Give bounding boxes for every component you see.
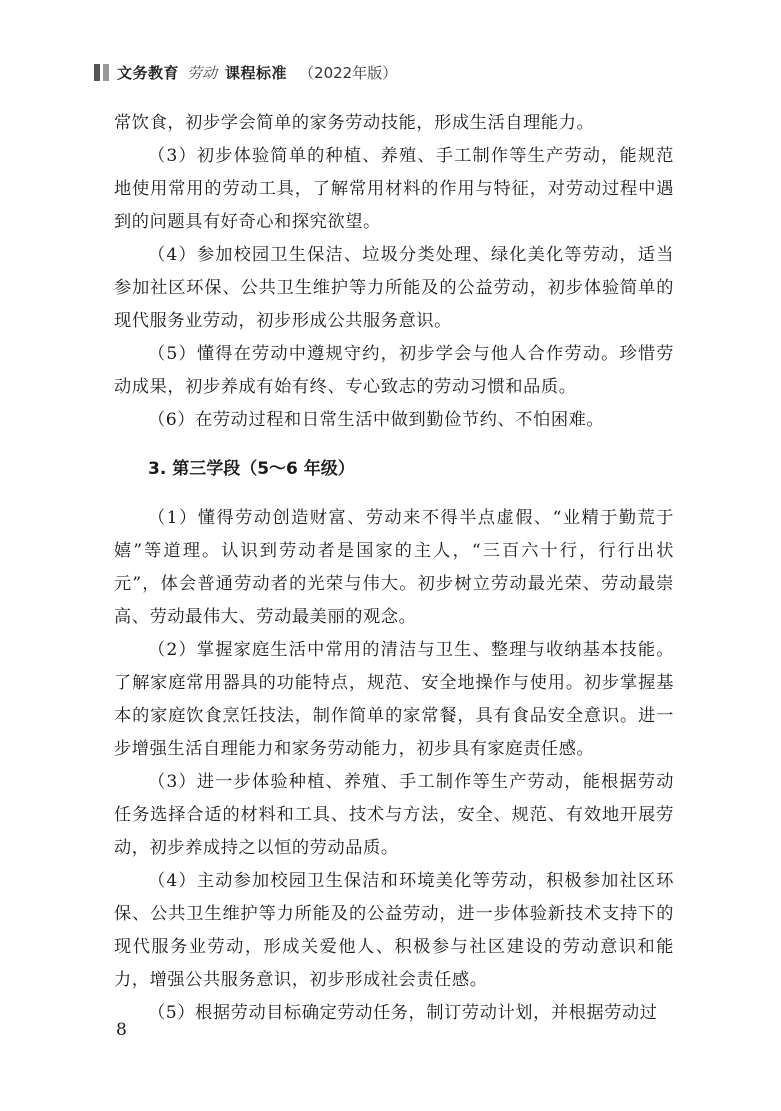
header-title-italic: 劳动 [187,63,218,82]
stage2-item-6: （6）在劳动过程和日常生活中做到勤俭节约、不怕困难。 [148,410,605,430]
page-number: 8 [116,1020,127,1040]
header-title-part1: 文务教育 [117,63,180,82]
header-bar-light [103,64,109,81]
stage2-item-4: （4）参加校园卫生保洁、垃圾分类处理、绿化美化等劳动，适当参加社区环保、公共卫生维护等力所能及的公益劳动，初步体验简单的现代服务业劳动，初步形成公共服务意识。 [114,245,674,331]
header-edition: （2022年版） [299,63,398,82]
section-heading-stage3: 3. 第三学段（5～6 年级） [148,459,355,479]
header-bar-dark [94,64,100,81]
page-body [114,107,674,1030]
stage2-item-3: （3）初步体验简单的种植、养殖、手工制作等生产劳动，能规范地使用常用的劳动工具，了解常用材料的作用与特征，对劳动过程中遇到的问题具有好奇心和探究欲望。 [114,146,674,232]
stage3-item-1: （1）懂得劳动创造财富、劳动来不得半点虚假、“业精于勤荒于嬉”等道理。认识到劳动者是国家的主人，“三百六十行，行行出状元”，体会普通劳动者的光荣与伟大。初步树立劳动最光荣、劳动最崇高、劳动最伟大、劳动最美丽的观念。 [114,508,674,627]
stage3-item-3: （3）进一步体验种植、养殖、手工制作等生产劳动，能根据劳动任务选择合适的材料和工具、技术与方法，安全、规范、有效地开展劳动，初步养成持之以恒的劳动品质。 [114,772,674,858]
stage3-item-4: （4）主动参加校园卫生保洁和环境美化等劳动，积极参加社区环保、公共卫生维护等力所能及的公益劳动，进一步体验新技术支持下的现代服务业劳动，形成关爱他人、积极参与社区建设的劳动意识和能力，增强公共服务意识，初步形成社会责任感。 [114,871,674,990]
continuation-paragraph: 常饮食，初步学会简单的家务劳动技能，形成生活自理能力。 [114,113,595,133]
stage3-item-2: （2）掌握家庭生活中常用的清洁与卫生、整理与收纳基本技能。了解家庭常用器具的功能特点，规范、安全地操作与使用。初步掌握基本的家庭饮食烹饪技法，制作简单的家常餐，具有食品安全意识。进一步增强生活自理能力和家务劳动能力，初步具有家庭责任感。 [114,640,674,759]
stage3-item-5: （5）根据劳动目标确定劳动任务，制订劳动计划，并根据劳动过 [148,1003,658,1023]
header-title-part2: 课程标准 [225,63,288,82]
running-header [94,60,397,84]
stage2-item-5: （5）懂得在劳动中遵规守约，初步学会与他人合作劳动。珍惜劳动成果，初步养成有始有终、专心致志的劳动习惯和品质。 [114,344,674,397]
